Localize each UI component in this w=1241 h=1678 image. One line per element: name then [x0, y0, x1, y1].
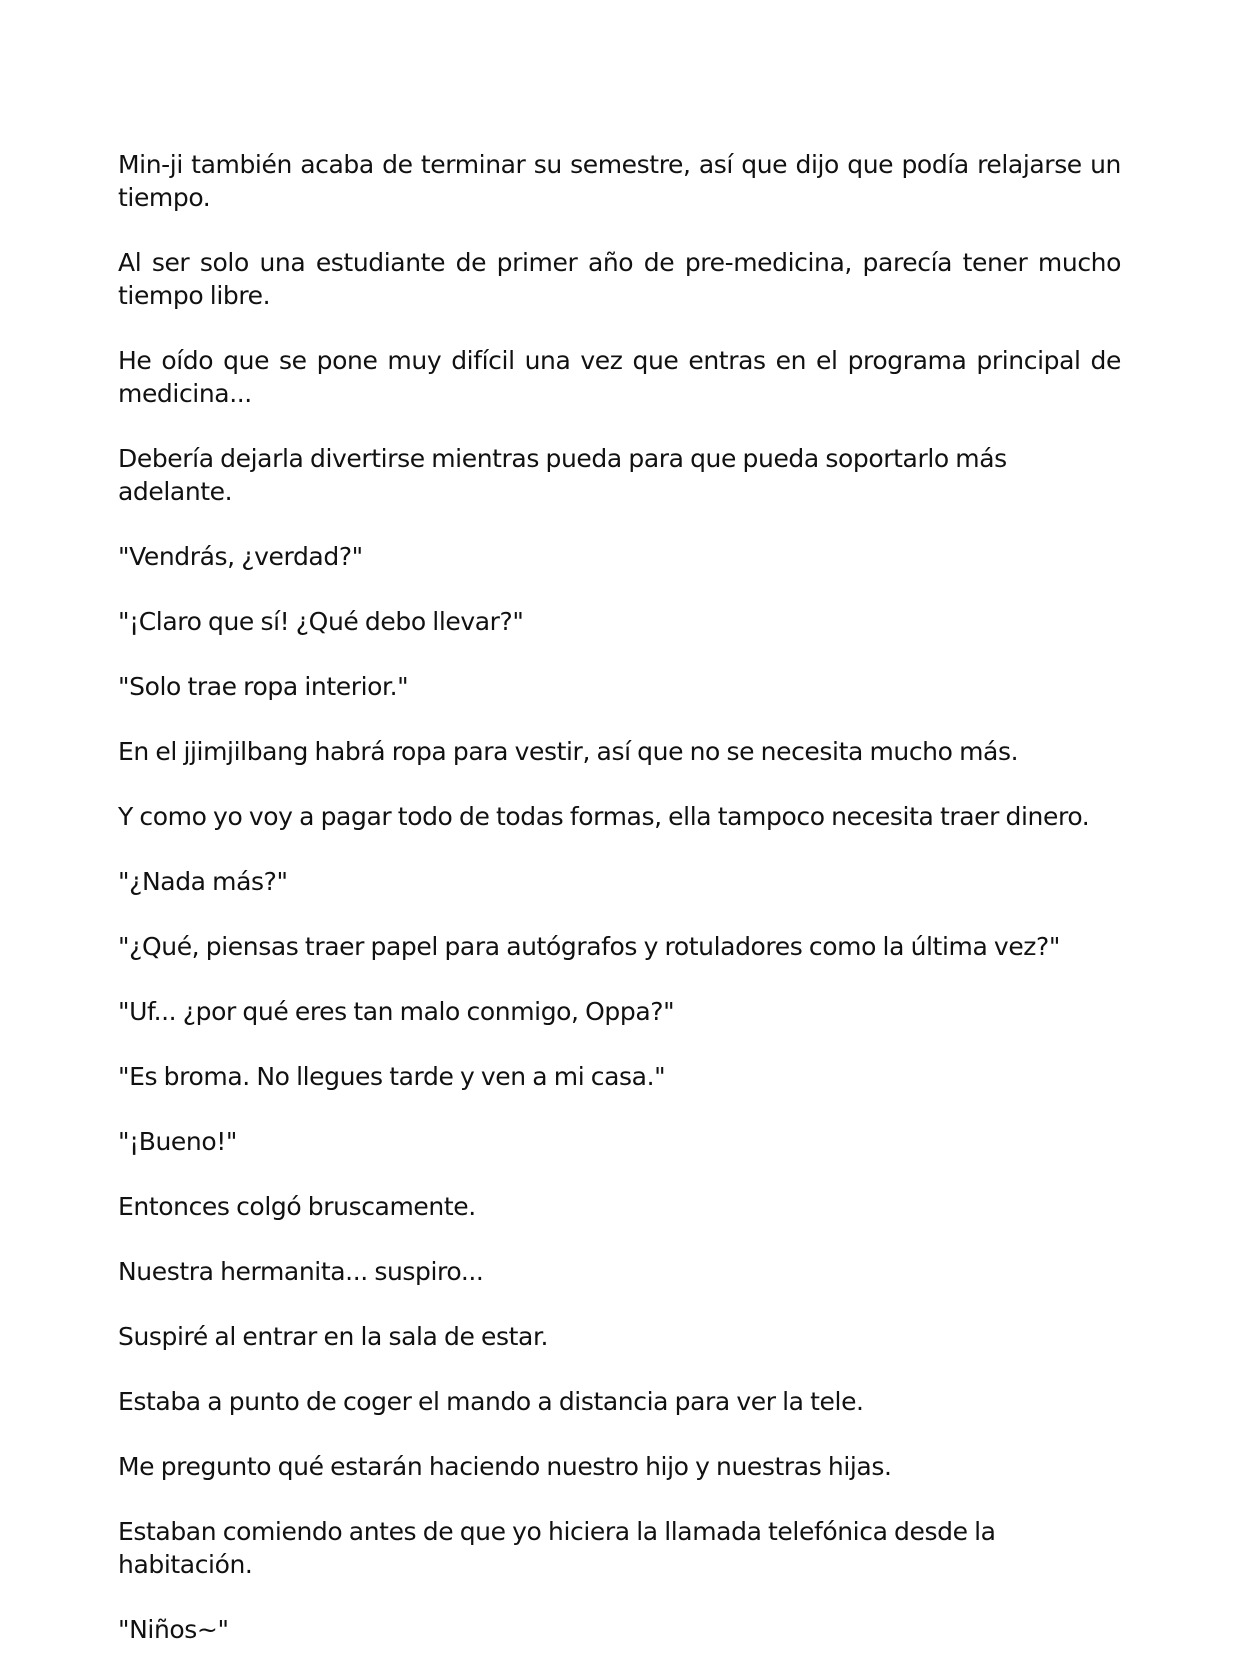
- paragraph-19: Me pregunto qué estarán haciendo nuestro hijo y nuestras hijas.: [118, 1452, 892, 1481]
- paragraph-5: "Vendrás, ¿verdad?": [118, 542, 363, 571]
- paragraph-18: Estaba a punto de coger el mando a distancia para ver la tele.: [118, 1387, 864, 1416]
- paragraph-16: Nuestra hermanita... suspiro...: [118, 1257, 484, 1286]
- paragraph-12: "Uf... ¿por qué eres tan malo conmigo, Oppa?": [118, 997, 675, 1026]
- paragraph-14: "¡Bueno!": [118, 1127, 237, 1156]
- paragraph-20: Estaban comiendo antes de que yo hiciera la llamada telefónica desde la habitación.: [118, 1517, 996, 1579]
- paragraph-3: He oído que se pone muy difícil una vez que entras en el programa principal de medicina...: [118, 346, 1121, 408]
- paragraph-1: Min-ji también acaba de terminar su semestre, así que dijo que podía relajarse un tiempo.: [118, 150, 1121, 212]
- document-body: [118, 148, 1121, 1678]
- paragraph-21: "Niños~": [118, 1615, 229, 1644]
- paragraph-13: "Es broma. No llegues tarde y ven a mi casa.": [118, 1062, 666, 1091]
- paragraph-11: "¿Qué, piensas traer papel para autógrafos y rotuladores como la última vez?": [118, 932, 1060, 961]
- paragraph-8: En el jjimjilbang habrá ropa para vestir, así que no se necesita mucho más.: [118, 737, 1019, 766]
- paragraph-7: "Solo trae ropa interior.": [118, 672, 409, 701]
- paragraph-2: Al ser solo una estudiante de primer año de pre-medicina, parecía tener mucho tiempo libre.: [118, 248, 1121, 310]
- paragraph-15: Entonces colgó bruscamente.: [118, 1192, 476, 1221]
- paragraph-6: "¡Claro que sí! ¿Qué debo llevar?": [118, 607, 524, 636]
- paragraph-17: Suspiré al entrar en la sala de estar.: [118, 1322, 549, 1351]
- paragraph-9: Y como yo voy a pagar todo de todas formas, ella tampoco necesita traer dinero.: [118, 802, 1090, 831]
- paragraph-4: Debería dejarla divertirse mientras pueda para que pueda soportarlo más adelante.: [118, 444, 1007, 506]
- paragraph-10: "¿Nada más?": [118, 867, 288, 896]
